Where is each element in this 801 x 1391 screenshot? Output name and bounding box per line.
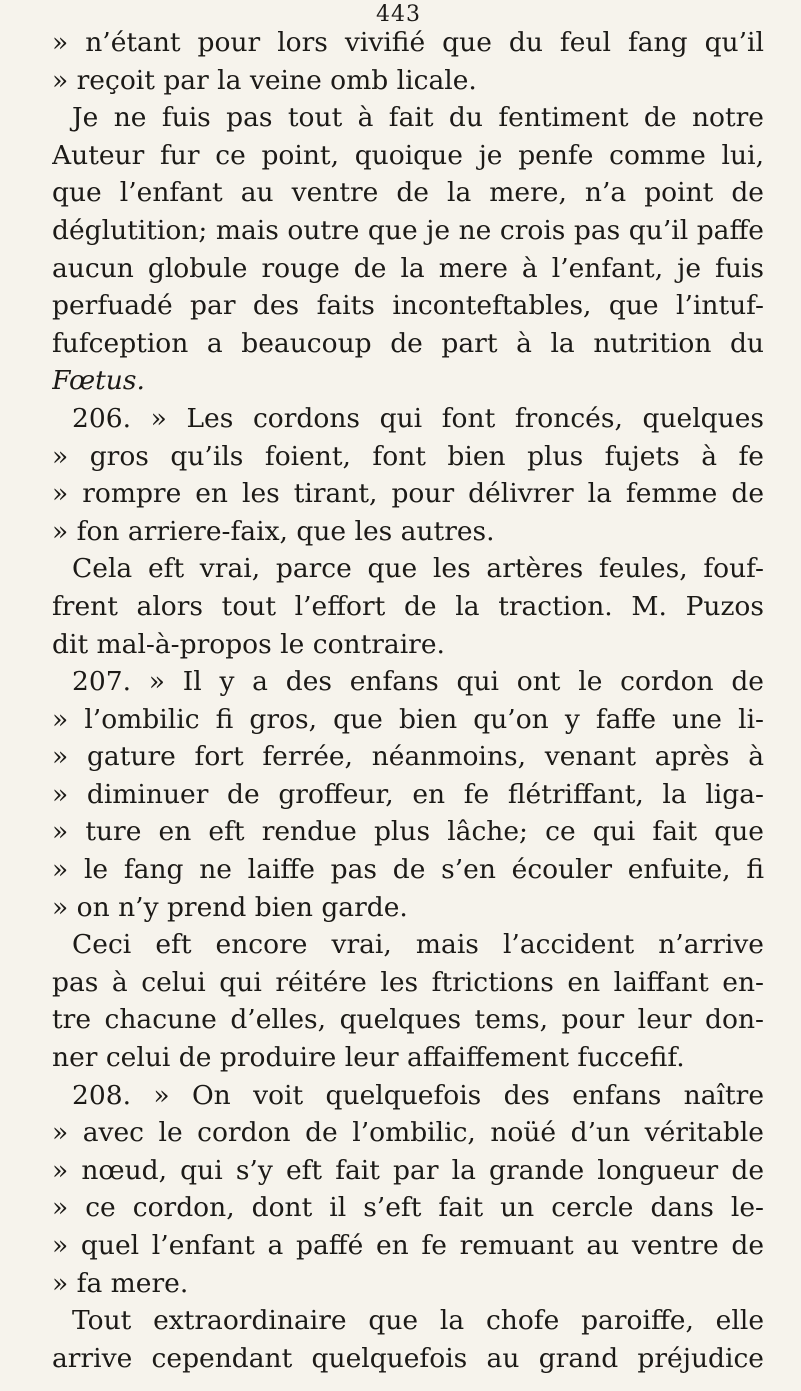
text-line: que l’enfant au ventre de la mere, n’a point de	[52, 177, 764, 209]
text-line: perfuadé par des faits inconteftables, que l’intuf-	[52, 290, 764, 322]
text-line: Ceci eft encore vrai, mais l’accident n’arrive	[72, 929, 764, 961]
text-line: ner celui de produire leur affaiffement fuccefif.	[52, 1042, 685, 1074]
text-line: fufception a beaucoup de part à la nutrition du	[52, 327, 764, 359]
text-line: dit mal-à-propos le contraire.	[52, 628, 445, 660]
text-line: » fon arriere-faix, que les autres.	[52, 515, 495, 547]
text-line: » gature fort ferrée, néanmoins, venant après à	[52, 741, 764, 773]
text-line: tre chacune d’elles, quelques tems, pour leur don-	[52, 1004, 764, 1036]
text-line: » ce cordon, dont il s’eft fait un cercle dans le-	[52, 1192, 764, 1224]
text-line: frent alors tout l’effort de la traction. M. Puzos	[52, 590, 764, 622]
text-line: » le fang ne laiffe pas de s’en écouler enfuite, fi	[52, 854, 764, 886]
text-line: arrive cependant quelquefois au grand préjudice	[52, 1342, 764, 1374]
text-line: » nœud, qui s’y eft fait par la grande longueur de	[52, 1154, 764, 1186]
text-line: 208. » On voit quelquefois des enfans naître	[72, 1079, 764, 1111]
text-line: » rompre en les tirant, pour délivrer la femme de	[52, 478, 764, 510]
text-line: aucun globule rouge de la mere à l’enfant, je fuis	[52, 252, 764, 284]
text-line: 206. » Les cordons qui font froncés, quelques	[72, 402, 764, 434]
text-line: » on n’y prend bien garde.	[52, 891, 408, 923]
text-line: » quel l’enfant a paffé en fe remuant au ventre de	[52, 1230, 764, 1261]
text-line: » diminuer de groffeur, en fe flétriffant, la liga-	[52, 778, 764, 810]
text-line: » reçoit par la veine omb licale.	[52, 64, 477, 96]
text-line: Auteur fur ce point, quoique je penfe comme lui,	[52, 139, 764, 171]
text-line: pas à celui qui réitére les ftrictions en laiffant en-	[52, 966, 764, 998]
text-line: Je ne fuis pas tout à fait du fentiment de notre	[72, 102, 764, 134]
text-line: Fœtus.	[52, 365, 145, 397]
text-line: déglutition; mais outre que je ne crois pas qu’il paffe	[52, 214, 764, 246]
text-line: 207. » Il y a des enfans qui ont le cordon de	[72, 666, 764, 698]
body-text	[52, 24, 764, 1377]
text-line: » n’étant pour lors vivifié que du feul fang qu’il	[52, 27, 764, 58]
text-line: » avec le cordon de l’ombilic, noüé d’un véritable	[52, 1117, 764, 1149]
text-line: » l’ombilic fi gros, que bien qu’on y faffe une li-	[52, 703, 764, 735]
text-line: » gros qu’ils foient, font bien plus fujets à fe	[52, 440, 764, 472]
page-number: 443	[376, 2, 421, 27]
text-line: » fa mere.	[52, 1267, 189, 1299]
text-line: Cela eft vrai, parce que les artères feules, fouf-	[72, 553, 764, 585]
text-line: Tout extraordinaire que la chofe paroiffe, elle	[72, 1305, 764, 1337]
text-line: » ture en eft rendue plus lâche; ce qui fait que	[52, 816, 764, 848]
